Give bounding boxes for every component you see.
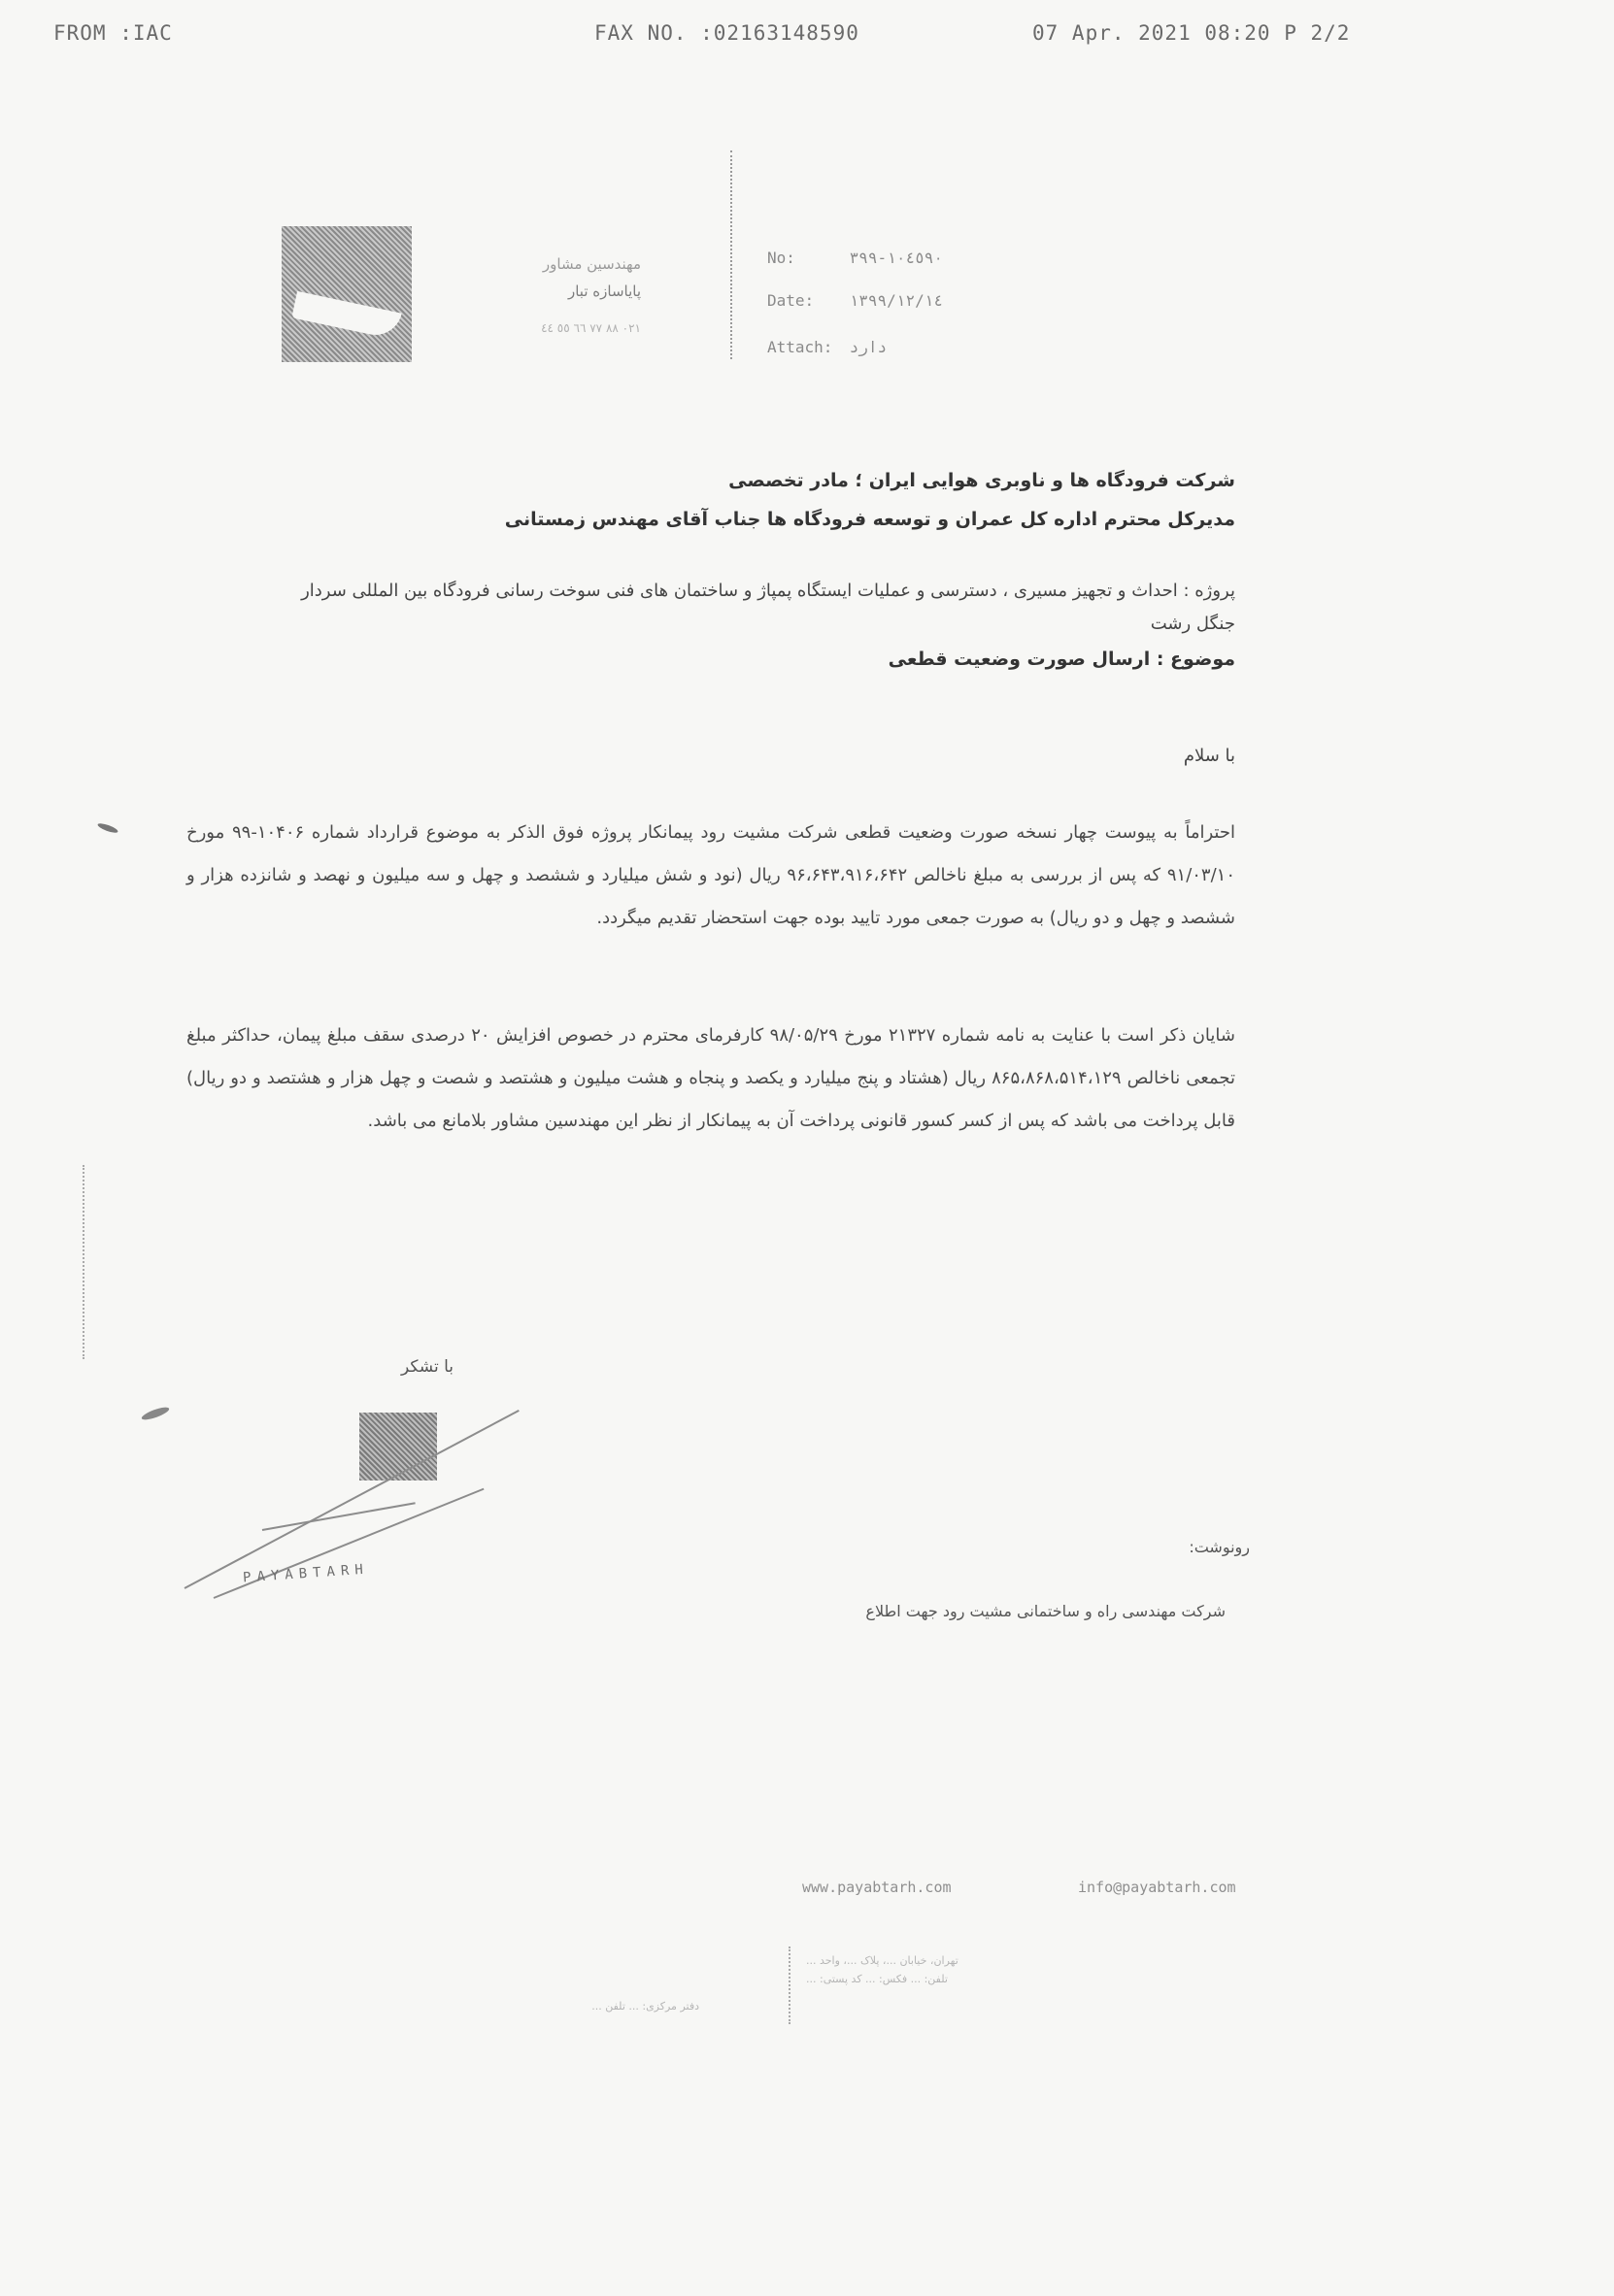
letterhead-divider xyxy=(730,150,732,359)
letter-number xyxy=(767,249,943,267)
letter-number-value: ١٠٤٥٩٠-٣٩٩ xyxy=(849,249,943,267)
subject-line: موضوع : ارسال صورت وضعیت قطعی xyxy=(888,649,1235,670)
addressee-person: مدیرکل محترم اداره کل عمران و توسعه فرودگاه ها جناب آقای مهندس زمستانی xyxy=(504,509,1235,530)
cc-label: رونوشت: xyxy=(1189,1538,1250,1556)
fax-number: FAX NO. :02163148590 xyxy=(594,21,859,45)
letter-date-label: Date: xyxy=(767,291,815,310)
company-logo xyxy=(282,226,412,362)
letter-attachment xyxy=(767,338,887,356)
footer-address-line3: دفتر مرکزی: ... تلفن ... xyxy=(591,2000,699,2013)
footer-email: info@payabtarh.com xyxy=(1078,1879,1236,1896)
addressee-company: شرکت فرودگاه ها و ناوبری هوایی ایران ؛ مادر تخصصی xyxy=(728,470,1235,491)
footer-divider xyxy=(789,1947,790,2024)
body-paragraph-1: احتراماً به پیوست چهار نسخه صورت وضعیت قطعی شرکت مشیت رود پیمانکار پروژه فوق الذکر به موضوع قرارداد شماره ۱۰۴۰۶-۹۹ مورخ ۹۱/۰۳/۱۰ که پس از بررسی به مبلغ ناخالص ۹۶،۶۴۳،۹۱۶،۶۴۲ ریال (نود و شش میلیارد و ششصد و چهل و سه میلیون و نهصد و شانزده هزار و ششصد و چهل و دو ریال) به صورت جمعی مورد تایید بوده جهت استحضار تقدیم میگردد. xyxy=(186,822,1235,928)
body-paragraph-2: شایان ذکر است با عنایت به نامه شماره ۲۱۳۲۷ مورخ ۹۸/۰۵/۲۹ کارفرمای محترم در خصوص افزایش ۲۰ درصدی سقف مبلغ پیمان، حداکثر مبلغ تجمعی ناخالص ۸۶۵،۸۶۸،۵۱۴،۱۲۹ ریال (هشتاد و پنج میلیارد و یکصد و پنجاه و هشت میلیون و هشتصد و شصت و چهل هزار و هشتصد و دو ریال) قابل پرداخت می باشد که پس از کسر کسور قانونی پرداخت آن به پیمانکار از نظر این مهندسین مشاور بلامانع می باشد. xyxy=(186,1025,1235,1131)
footer-website: www.payabtarh.com xyxy=(802,1879,952,1896)
letter-number-label: No: xyxy=(767,249,795,267)
letterhead xyxy=(282,226,646,372)
signature-stamp xyxy=(146,1354,573,1607)
fax-header xyxy=(0,0,1614,58)
letter-attach-label: Attach: xyxy=(767,338,833,356)
company-name-line2: پایاسازه تبار xyxy=(567,283,641,300)
fax-from: FROM :IAC xyxy=(53,21,173,45)
scan-shadow xyxy=(83,1165,90,1359)
scan-smudge xyxy=(97,821,119,834)
company-name-line1: مهندسین مشاور xyxy=(542,255,641,273)
stamp-logo-icon xyxy=(359,1413,437,1481)
project-line: پروژه : احداث و تجهیز مسیری ، دسترسی و عملیات ایستگاه پمپاژ و ساختمان های فنی سوخت رسانی فرودگاه بین المللی سردار جنگل رشت xyxy=(301,581,1235,634)
cc-recipient: شرکت مهندسی راه و ساختمانی مشیت رود جهت اطلاع xyxy=(865,1602,1226,1620)
logo-swoosh-icon xyxy=(291,291,401,340)
footer-address-line1: تهران، خیابان ...، پلاک ...، واحد ... xyxy=(806,1954,958,1967)
footer-address-line2: تلفن: ... فکس: ... کد پستی: ... xyxy=(806,1973,948,1985)
letter-attach-value: دارد xyxy=(849,338,888,356)
letter-date-value: ١٣٩٩/١٢/١٤ xyxy=(849,291,943,310)
greeting: با سلام xyxy=(1183,746,1235,766)
closing-thanks: با تشکر xyxy=(401,1357,454,1377)
fax-datetime: 07 Apr. 2021 08:20 P 2/2 xyxy=(1032,21,1351,45)
letter-date xyxy=(767,291,943,310)
company-contact-line: ٠٢١ ٨٨ ٧٧ ٦٦ ٥٥ ٤٤ xyxy=(541,321,641,335)
stamp-text: PAYABTARH xyxy=(242,1561,370,1586)
